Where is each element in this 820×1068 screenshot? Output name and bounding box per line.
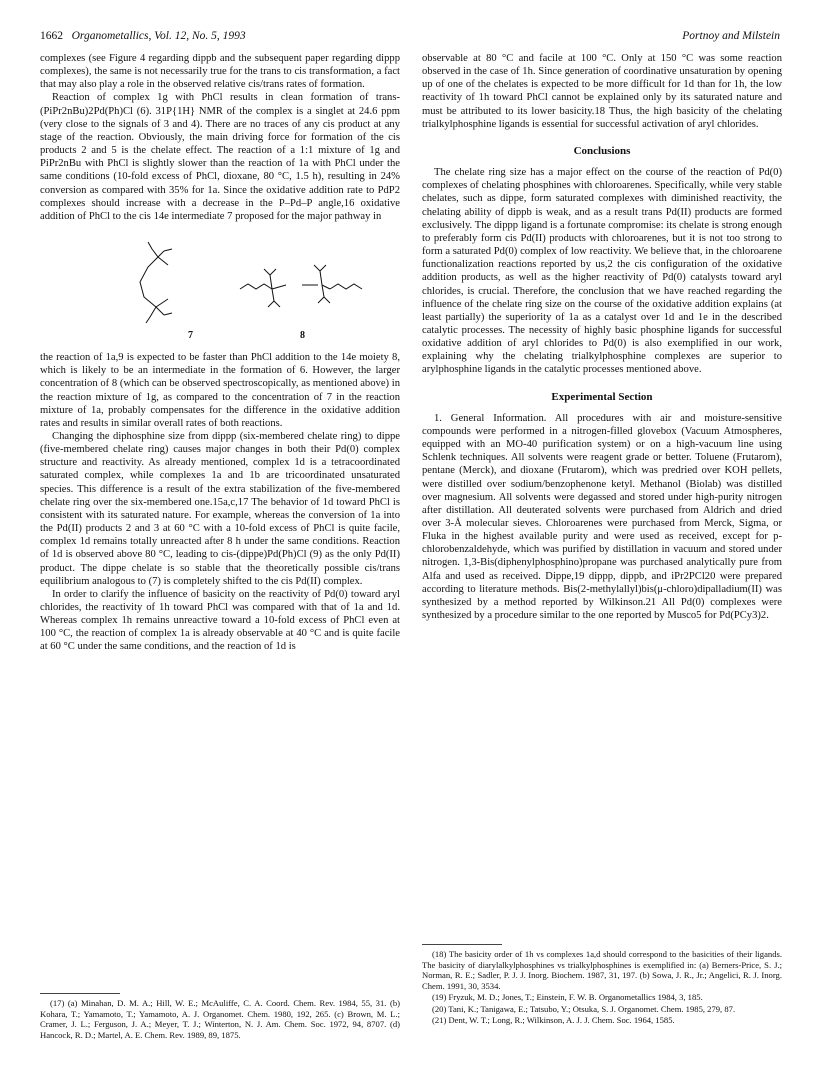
footnote-20: (20) Tani, K.; Tanigawa, E.; Tatsubo, Y.; Otsuka, S. J. Organomet. Chem. 1985, 279, 87. bbox=[432, 1003, 736, 1014]
footnote-divider bbox=[422, 944, 502, 945]
left-paragraph-2: Reaction of complex 1g with PhCl results in clean formation of trans-(PiPr2nBu)2Pd(Ph)Cl (6). 31P{1H} NMR of the complex is a singlet at 24.6 ppm (very close to the signals of 3 and 4). There are no traces of any cis product at any stage of the reaction. Obviously, the main driving force for formation of the cis products 2 and 5 is the chelate effect. The reaction of a 1:1 mixture of 1g and PiPr2nBu with PhCl is slightly slower than the reaction of 1a with PhCl under the same conditions (10-fold excess of PhCl, dioxane, 80 °C, 1.5 h), resulting in 24% conversion as compared with 35% for 1a. Since the oxidative addition rate to PdP2 complexes should increase with a decrease in the P–Pd–P angle,16 oxidative addition of PhCl to the cis 14e intermediate 7 proposed for the major pathway in bbox=[40, 92, 400, 222]
left-paragraph-3: the reaction of 1a,9 is expected to be faster than PhCl addition to the 14e moiety 8, which is likely to be an intermediate in the formation of 6. However, the larger concentration of 8 (which can be observed spectroscopically, as mentioned above) in the reaction mixture of 1g, as compared to the concentration of 7 in the reaction mixture of 1a, probably compensates for the difference in the oxidative addition rates and results in similar overall rates of both reactions. bbox=[40, 352, 400, 429]
header-left bbox=[40, 30, 246, 42]
right-column bbox=[422, 52, 782, 622]
footnote-divider bbox=[40, 993, 120, 994]
conclusions-heading: Conclusions bbox=[573, 144, 631, 157]
left-paragraph-4: Changing the diphosphine size from dippp (six-membered chelate ring) to dippe (five-membered chelate ring) causes major changes in both their Pd(0) complex structure and reactivity. As already mentioned, complex 1d is a tetracoordinated saturated complex, while complexes 1a and 1b are tricoordinated unsaturated species. This difference is a result of the extra stabilization of the five-membered chelate ring over the six-membered one.15a,c,17 The behavior of 1d toward PhCl is consistent with its saturated nature. For example, whereas the conversion of 1a into the Pd(II) products 2 and 3 at 60 °C with a 10-fold excess of PhCl is quite facile, complex 1d remains totally unreacted after 8 h under the same conditions. Reaction of 1d is observed above 80 °C, leading to cis-(dippe)Pd(Ph)Cl (9) as the only Pd(II) product. The dippe chelate is so stable that the theoretically possible cis/trans equilibrium analogous to (7) is completely shifted to the cis Pd(II) complex. bbox=[40, 430, 400, 587]
experimental-heading: Experimental Section bbox=[551, 390, 653, 403]
page-header bbox=[40, 30, 780, 46]
footnote-19: (19) Fryzuk, M. D.; Jones, T.; Einstein, F. W. B. Organometallics 1984, 3, 185. bbox=[432, 992, 703, 1002]
right-paragraph-1: observable at 80 °C and facile at 100 °C. Only at 150 °C was some reaction observed in the case of 1h. Since generation of coordinative unsaturation by opening up of one of the chelates is expected to be more difficult for 1d than for 1h, the low reactivity of 1h toward PhCl cannot be explained only by its saturated nature and must be attributed to its lower basicity.18 Thus, the high basicity of the chelating trialkylphosphine ligands is essential for successful activation of aryl chlorides. bbox=[422, 53, 782, 130]
footnote-17: (17) (a) Minahan, D. M. A.; Hill, W. E.; McAuliffe, C. A. Coord. Chem. Rev. 1984, 55, 31. (b) Kohara, T.; Yamamoto, T.; Yamamoto, A. J. Organomet. Chem. 1980, 192, 265. (c) Brown, M. L.; Cramer, J. L.; Ferguson, J. A.; Meyer, T. J.; Winterton, N. J. Am. Chem. Soc. 1972, 94, 8707. (d) Hancock, R. D.; Martel, A. E. Chem. Rev. 1989, 89, 1875. bbox=[40, 998, 400, 1040]
right-paragraph-2: The chelate ring size has a major effect on the course of the reaction of Pd(0) complexes of chelating phosphines with chloroarenes. Specifically, while very stable chelates, such as dippe, form saturated complexes with diminished reactivity, the chelating ability of dippb is weak, and as a result trans Pd(II) products are formed exclusively. The dippp ligand is a fortunate compromise: its chelate is strong enough to preferably form cis Pd(II) products with chloroarenes, but it is not too strong to form a saturated Pd(0) complex of low reactivity. We believe that, in the chloroarene functionalization reactions reported by us,2 the cis configuration of the oxidative addition products, as well as the higher reactivity of Pd(0) catalysts toward aryl chlorides, is crucial. Therefore, the conclusion that we have reached regarding the influence of the chelate ring size on the course of the oxidative addition explains (at least partially) the superiority of 1a as a catalyst over 1d and 1e in the described catalytic processes. The necessity of highly basic phosphine ligands for successful oxidative addition of aryl chlorides to Pd(0) is also exemplified in our work, explaining why the chelating trialkylphosphine complexes are superior to arylphosphine ligands in the catalytic processes mentioned above. bbox=[422, 167, 782, 376]
right-footnotes bbox=[422, 936, 782, 1027]
left-paragraph-1: complexes (see Figure 4 regarding dippb and the subsequent paper regarding dippp complexes), the same is not necessarily true for the trans to cis transformation, a fact that may also play a role in the observed relative cis/trans rates of formation. bbox=[40, 53, 400, 91]
page-number: 1662 bbox=[40, 30, 63, 42]
compound-label-8: 8 bbox=[300, 330, 305, 342]
right-paragraph-3: 1. General Information. All procedures with air and moisture-sensitive compounds were performed in a nitrogen-filled glovebox (Vacuum Atmospheres, equipped with an MO-40 purification system) or on a high-vacuum line using Schlenk techniques. All solvents were reagent grade or better. Toluene (Frutarom), pentane (Merck), and dioxane (Frutarom), which was predried over KOH pellets, were distilled over sodium/benzophenone ketyl. Methanol (Biolab) was distilled over magnesium. All solvents were degassed and stored under high-purity nitrogen after distillation. All deuterated solvents were purchased from Aldrich and dried over 3-Å molecular sieves. Chloroarenes were purchased from Merck, Sigma, or Fluka in the highest available purity and were used as received, except for p-chlorobenzaldehyde, which was purified by distillation in vacuum and stored under nitrogen. 1,3-Bis(diphenylphosphino)propane was purchased analytically pure from Alfa and used as received. Dippe,19 dippp, dippb, and iPr2PCl20 were prepared according to literature methods. Bis(2-methylallyl)bis(μ-chloro)dipalladium(II) was synthesized by a method reported by Wilkinson.21 All Pd(0) complexes were synthesized by a procedure similar to the one reported by Musco5 for Pd(PCy3)2. bbox=[422, 412, 782, 622]
structures-7-8-drawing bbox=[40, 227, 400, 345]
left-column bbox=[40, 52, 400, 654]
footnote-21: (21) Dent, W. T.; Long, R.; Wilkinson, A. J. J. Chem. Soc. 1964, 1585. bbox=[432, 1015, 675, 1025]
footnote-18: (18) The basicity order of 1h vs complexes 1a,d should correspond to the basicities of their ligands. The basicity of diarylalkylphosphines vs trialkylphosphines is exemplified in: (a) Berners-Price, S. J.; Norman, R. E.; Sadler, P. J. J. Inorg. Biochem. 1987, 31, 197. (b) Sowa, J. R., Jr.; Angelici, R. J. Inorg. Chem. 1991, 30, 3534. bbox=[422, 949, 782, 991]
compound-label-7: 7 bbox=[188, 330, 193, 342]
left-footnotes bbox=[40, 985, 400, 1041]
running-authors: Portnoy and Milstein bbox=[682, 30, 780, 42]
left-paragraph-5: In order to clarify the influence of basicity on the reactivity of Pd(0) toward aryl chlorides, the reactivity of 1h toward PhCl was compared with that of 1a and 1d. Whereas complex 1h remains unreactive toward a 10-fold excess of PhCl even at 100 °C, the reaction of complex 1a is already observable at 40 °C and is quite facile at 60 °C under the same conditions, and the reaction of 1d is bbox=[40, 588, 400, 653]
journal-citation: Organometallics, Vol. 12, No. 5, 1993 bbox=[71, 30, 246, 42]
structure-figure bbox=[40, 227, 400, 345]
